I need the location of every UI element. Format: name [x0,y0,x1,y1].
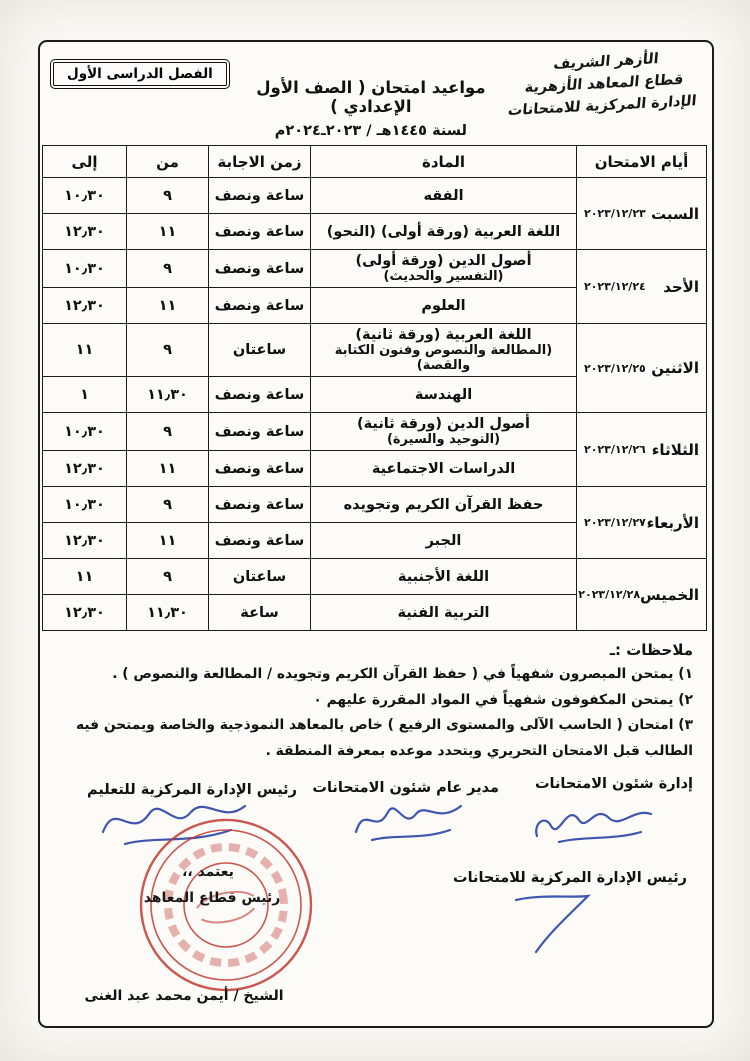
col-header-duration: زمن الاجابة [209,146,311,178]
day-date: ٢٠٢٣/١٢/٢٦ [584,443,646,456]
to-cell: ١١ [43,324,127,377]
exam-day-cell [577,413,707,487]
subject-cell [311,377,577,413]
exam-day-cell [577,324,707,413]
day-name: الاثنين [651,359,699,377]
sig-heading-exams-affairs: إدارة شئون الامتحانات [534,776,693,793]
subject-line: الفقه [423,187,464,204]
approve-title: رئيس قطاع المعاهد [143,890,281,907]
day-date: ٢٠٢٣/١٢/٢٥ [584,361,646,375]
day-date: ٢٠٢٣/١٢/٢٣ [584,207,646,220]
to-cell: ١٢٫٣٠ [43,451,127,487]
subject-cell [311,413,577,451]
subject-cell [311,523,577,559]
from-cell: ١١ [127,523,209,559]
from-cell: ٩ [127,559,209,595]
exam-row [43,559,707,595]
subject-cell [311,595,577,631]
from-cell: ٩ [127,178,209,214]
from-cell: ٩ [127,487,209,523]
subject-line: اللغة العربية (ورقة أولى) (النحو) [326,223,561,240]
day-name: الخميس [640,585,699,604]
exam-row [43,178,707,214]
to-cell: ١١ [43,559,127,595]
sig-heading-central-exams-chief: رئيس الإدارة المركزية للامتحانات [453,870,687,887]
document-title [233,78,509,139]
handwritten-signature [504,890,599,960]
duration-cell: ساعة ونصف [209,377,311,413]
day-date: ٢٠٢٣/١٢/٢٧ [584,516,646,529]
from-cell: ١١ [127,214,209,250]
subject-line: الدراسات الاجتماعية [371,460,516,477]
document-frame [38,40,714,1028]
day-name: السبت [650,204,699,223]
from-cell: ١١٫٣٠ [127,595,209,631]
exam-row [43,324,707,377]
sig-heading-education-chief: رئيس الإدارة المركزية للتعليم [87,782,297,799]
logo-line: الإدارة المركزية للامتحانات [507,92,698,119]
from-cell: ٩ [127,413,209,451]
note-item: ١) يمتحن المبصرون شفهياً في ( حفظ القرآن الكريم وتجويده / المطالعة والنصوص ) . [112,666,693,682]
to-cell: ١٢٫٣٠ [43,214,127,250]
subject-cell [311,559,577,595]
subject-line: الجبر [425,532,462,549]
to-cell: ١٠٫٣٠ [43,178,127,214]
subject-line: اللغة الأجنبية [397,568,490,585]
duration-cell: ساعة [209,595,311,631]
day-date: ٢٠٢٣/١٢/٢٨ [578,588,641,601]
duration-cell: ساعة ونصف [209,178,311,214]
signatures-section [45,770,707,1026]
duration-cell: ساعة ونصف [209,487,311,523]
subject-line-2: (المطالعة والنصوص وفنون الكتابة والقصة) [334,343,553,373]
col-header-subject: المادة [311,146,577,178]
azhar-logo [506,47,701,123]
exam-row [43,413,707,451]
to-cell: ١٢٫٣٠ [43,288,127,324]
duration-cell: ساعة ونصف [209,288,311,324]
duration-cell: ساعة ونصف [209,250,311,288]
col-header-days: أيام الامتحان [577,146,707,178]
subject-cell [311,451,577,487]
day-name: الأربعاء [646,513,699,532]
handwritten-signature [529,796,659,848]
to-cell: ١٠٫٣٠ [43,487,127,523]
subject-cell [311,250,577,288]
subject-cell [311,324,577,377]
to-cell: ١٠٫٣٠ [43,250,127,288]
exam-schedule-table [42,145,707,631]
subject-line: أصول الدين (ورقة ثانية) [356,416,531,432]
table-header-row [43,146,707,178]
exam-day-cell [577,178,707,250]
duration-cell: ساعة ونصف [209,214,311,250]
subject-cell [311,487,577,523]
note-item: ٣) امتحان ( الحاسب الآلى والمستوى الرفيع ) خاص بالمعاهد النموذجية والخاصة ويمتحن فيه الطالب قبل الامتحان التحريري ويتحدد موعده بمعرفة المنطقة . [75,717,693,759]
exam-day-cell [577,250,707,324]
from-cell: ٩ [127,250,209,288]
subject-line: التربية الفنية [397,604,490,621]
title-line-2: لسنة ١٤٤٥هـ / ٢٠٢٣ـ٢٠٢٤م [274,123,467,139]
exam-row [43,250,707,288]
col-header-from: من [127,146,209,178]
day-name: الأحد [663,277,699,296]
day-name: الثلاثاء [651,440,699,459]
from-cell: ١١ [127,288,209,324]
subject-line-2: (التوحيد والسيرة) [386,432,501,447]
note-item: ٢) يمتحن المكفوفون شفهياً في المواد المقررة عليهم ٠ [313,691,693,708]
duration-cell: ساعة ونصف [209,451,311,487]
to-cell: ١٢٫٣٠ [43,595,127,631]
signer-name: الشيخ / أيمن محمد عبد الغنى [84,988,284,1005]
exam-day-cell [577,487,707,559]
subject-line: أصول الدين (ورقة أولى) [355,253,532,269]
day-date: ٢٠٢٣/١٢/٢٤ [584,280,646,293]
to-cell: ١ [43,377,127,413]
subject-line: الهندسة [414,386,473,403]
col-header-to: إلى [43,146,127,178]
subject-line: اللغة العربية (ورقة ثانية) [355,327,532,343]
document-header [45,48,707,141]
subject-cell [311,178,577,214]
subject-line: حفظ القرآن الكريم وتجويده [343,496,544,513]
subject-cell [311,288,577,324]
subject-line-2: (التفسير والحديث) [383,269,504,284]
handwritten-signature [346,790,471,848]
from-cell: ١١ [127,451,209,487]
duration-cell: ساعة ونصف [209,523,311,559]
duration-cell: ساعة ونصف [209,413,311,451]
exam-row [43,487,707,523]
duration-cell: ساعتان [209,324,311,377]
from-cell: ٩ [127,324,209,377]
sig-heading-general-director: مدير عام شئون الامتحانات [312,780,499,797]
duration-cell: ساعتان [209,559,311,595]
subject-cell [311,214,577,250]
from-cell: ١١٫٣٠ [127,377,209,413]
semester-badge: الفصل الدراسى الأول [53,62,227,86]
title-line-1: مواعيد امتحان ( الصف الأول الإعدادي ) [256,78,486,116]
notes-title: ملاحظات :ـ [609,641,693,659]
notes-section [45,631,707,766]
approve-word: يعتمد ،، [182,864,234,881]
logo-line: قطاع المعاهد الأزهرية [524,71,685,96]
to-cell: ١٢٫٣٠ [43,523,127,559]
exam-day-cell [577,559,707,631]
to-cell: ١٠٫٣٠ [43,413,127,451]
subject-line: العلوم [421,297,466,314]
logo-line: الأزهر الشريف [552,51,660,73]
